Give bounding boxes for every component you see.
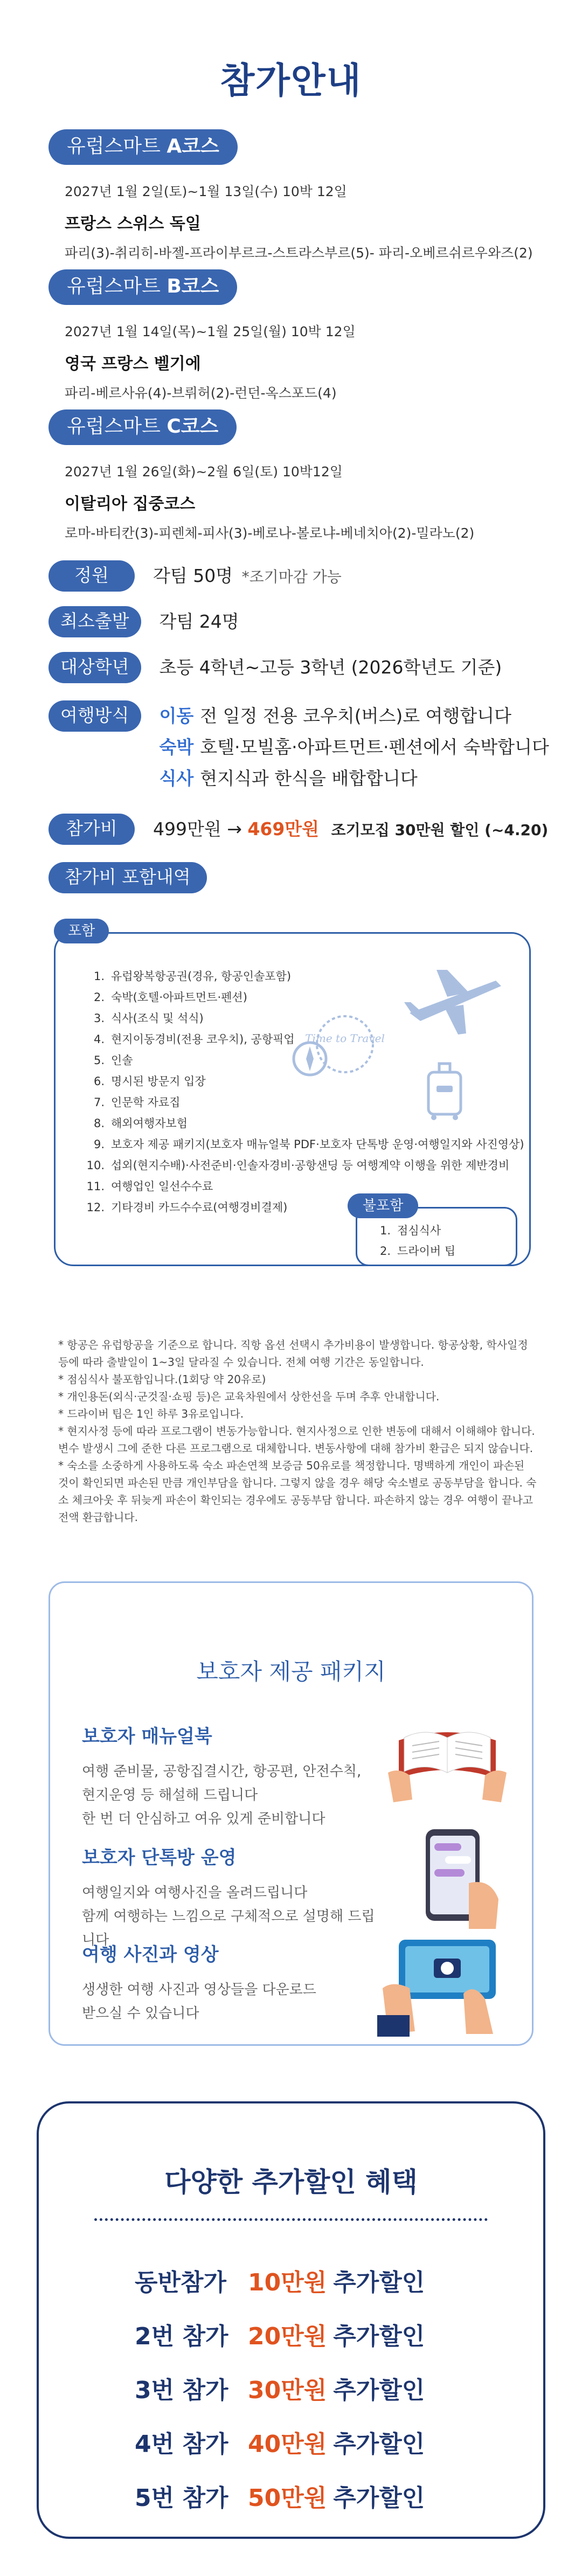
airplane-icon	[399, 964, 507, 1040]
capacity-note: *조기마감 가능	[241, 568, 342, 586]
course-name: 프랑스 스위스 독일	[65, 214, 201, 233]
travel-mode-row	[48, 700, 549, 794]
mode-line	[160, 763, 549, 794]
item-number: 12.	[86, 1201, 105, 1214]
fee-included-tag: 참가비 포함내역	[48, 862, 207, 893]
list-item	[86, 1113, 436, 1134]
item-number: 4.	[93, 1033, 105, 1046]
discount-row	[135, 2478, 469, 2513]
photo-camera-icon	[377, 1929, 512, 2037]
list-item	[380, 1220, 455, 1241]
item-number: 1.	[93, 970, 105, 983]
item-number: 6.	[93, 1075, 105, 1088]
guardian-item-heading: 보호자 단톡방 운영	[82, 1847, 237, 1869]
guardian-item-heading: 여행 사진과 영상	[82, 1944, 219, 1966]
fee-old: 499만원	[153, 818, 221, 839]
list-item	[86, 987, 436, 1008]
item-number: 2.	[380, 1245, 391, 1258]
capacity-row	[48, 560, 342, 593]
discount-suffix: 추가할인	[333, 2323, 425, 2350]
note-text: * 현지사정 등에 따라 프로그램이 변동가능합니다. 현지사정으로 인한 변동에 대해서 이해해야 합니다. 변수 발생시 그에 준한 다른 프로그램으로 대체합니다. 변동사항에 대해 참가비 환급은 되지 않습니다.	[58, 1425, 535, 1455]
discount-label: 동반참가	[135, 2269, 227, 2296]
min-depart-value: 각팀 24명	[159, 611, 239, 632]
course-c	[48, 409, 534, 542]
course-pill-prefix: 유럽스마트	[67, 415, 167, 438]
list-item	[86, 1155, 528, 1176]
capacity-value	[153, 560, 342, 593]
guardian-item-line: 한 번 더 안심하고 여유 있게 준비합니다	[82, 1811, 325, 1827]
item-text: 명시된 방문지 입장	[111, 1075, 206, 1088]
course-date: 2027년 1월 14일(목)~1월 25일(월) 10박 12일	[65, 324, 356, 339]
min-depart-row	[48, 606, 239, 637]
fee-new: 469만원	[247, 818, 320, 839]
fee-arrow-icon: →	[227, 818, 242, 839]
discount-label: 4번 참가	[135, 2431, 228, 2458]
course-route: 파리-베르사유(4)-브뤼허(2)-런던-옥스포드(4)	[65, 385, 337, 401]
grade-value: 초등 4학년~고등 3학년 (2026학년도 기준)	[159, 657, 502, 678]
mode-text: 현지식과 한식을 배합합니다	[200, 768, 418, 789]
item-text: 현지이동경비(전용 코우치), 공항픽업	[111, 1033, 295, 1046]
course-pill	[48, 409, 237, 445]
mode-line	[160, 700, 549, 732]
item-number: 11.	[86, 1180, 105, 1193]
course-pill-prefix: 유럽스마트	[67, 275, 167, 297]
item-text: 보호자 제공 패키지(보호자 매뉴얼북 PDF·보호자 단톡방 운영·여행일지와 사진영상)	[111, 1138, 524, 1151]
item-number: 1.	[380, 1224, 391, 1237]
mode-key: 이동	[159, 705, 194, 726]
discount-row	[135, 2263, 469, 2297]
mode-key: 식사	[159, 768, 194, 789]
include-list	[86, 966, 524, 1218]
exclude-tag: 불포함	[348, 1193, 418, 1218]
discount-row	[135, 2425, 469, 2459]
fee-value	[153, 814, 548, 846]
notes	[58, 1336, 538, 1526]
note-text: * 점심식사 불포함입니다.(1회당 약 20유로)	[58, 1373, 266, 1386]
exclude-list	[380, 1220, 455, 1261]
item-text: 인솔	[111, 1054, 133, 1067]
discount-label: 3번 참가	[135, 2377, 228, 2404]
fee-note: 조기모집 30만원 할인 (~4.20)	[331, 821, 549, 839]
list-item	[86, 1092, 436, 1113]
compass-icon	[291, 1040, 329, 1078]
discount-amount: 40만원	[248, 2431, 327, 2458]
item-text: 식사(조식 및 석식)	[111, 1012, 204, 1025]
item-number: 9.	[93, 1138, 105, 1151]
course-a	[48, 129, 534, 262]
suitcase-icon	[420, 1056, 469, 1121]
discount-suffix: 추가할인	[333, 2484, 425, 2512]
capacity-number: 각팀 50명	[153, 565, 233, 586]
list-item	[380, 1241, 455, 1261]
note-text: * 개인용돈(외식·군것질·쇼핑 등)은 교육차원에서 상한선을 두며 추후 안내합니다.	[58, 1390, 440, 1403]
guardian-item-heading: 보호자 매뉴얼북	[82, 1726, 212, 1747]
include-tag: 포함	[54, 919, 109, 943]
smartphone-icon	[415, 1824, 507, 1932]
min-depart-tag: 최소출발	[48, 606, 141, 637]
item-text: 기타경비 카드수수료(여행경비결제)	[111, 1201, 288, 1214]
guardian-item-manual	[82, 1721, 384, 1831]
course-pill-code: C코스	[167, 415, 219, 438]
grade-row	[48, 652, 502, 683]
note-text: * 항공은 유럽항공을 기준으로 합니다. 직항 옵션 선택시 추가비용이 발생합니다. 항공상황, 학사일정 등에 따라 출발일이 1~3일 달라질 수 있습니다. 전체 여행 기간은 동일합니다.	[58, 1338, 528, 1369]
item-number: 7.	[93, 1096, 105, 1109]
guardian-item-line: 받으실 수 있습니다	[82, 2005, 199, 2022]
travel-mode-list	[160, 700, 549, 794]
course-b	[48, 269, 534, 402]
item-text: 드라이버 팁	[397, 1245, 456, 1258]
course-date: 2027년 1월 2일(토)~1월 13일(수) 10박 12일	[65, 184, 347, 199]
discount-amount: 30만원	[248, 2377, 327, 2404]
discount-amount: 20만원	[248, 2323, 327, 2350]
item-number: 2.	[93, 991, 105, 1004]
item-text: 유럽왕복항공권(경유, 항공인솔포함)	[111, 970, 292, 983]
item-number: 8.	[93, 1117, 105, 1130]
mode-line	[160, 732, 549, 763]
discount-suffix: 추가할인	[333, 2377, 425, 2404]
grade-tag: 대상학년	[48, 652, 141, 683]
note-text: * 드라이버 팁은 1인 하루 3유로입니다.	[58, 1407, 244, 1420]
discount-row	[135, 2371, 469, 2405]
course-pill	[48, 269, 237, 305]
list-item	[86, 1134, 528, 1155]
item-number: 10.	[86, 1159, 105, 1172]
guardian-title: 보호자 제공 패키지	[196, 1658, 386, 1685]
discount-row	[135, 2317, 469, 2351]
mode-text: 전 일정 전용 코우치(버스)로 여행합니다	[200, 705, 512, 726]
guardian-item-photos	[82, 1940, 384, 2025]
fee-row	[48, 814, 548, 846]
capacity-tag: 정원	[48, 560, 135, 592]
course-route: 파리(3)-취리히-바젤-프라이부르크-스트라스부르(5)- 파리-오베르쉬르우와즈(2)	[65, 245, 533, 261]
item-number: 3.	[93, 1012, 105, 1025]
course-pill-code: B코스	[167, 275, 219, 297]
open-book-icon	[388, 1708, 507, 1805]
guardian-item-line: 여행일지와 여행사진을 올려드립니다	[82, 1885, 308, 1901]
dotted-divider	[94, 2218, 488, 2221]
discount-amount: 10만원	[248, 2269, 327, 2296]
guardian-item-line: 생생한 여행 사진과 영상들을 다운로드	[82, 1982, 316, 1998]
discount-label: 5번 참가	[135, 2484, 228, 2512]
item-text: 여행업인 일선수수료	[111, 1180, 213, 1193]
item-number: 5.	[93, 1054, 105, 1067]
course-route: 로마-바티칸(3)-피렌체-피사(3)-베로나-볼로냐-베네치아(2)-밀라노(2)	[65, 525, 475, 541]
course-pill-prefix: 유럽스마트	[67, 135, 167, 157]
page-title: 참가안내	[220, 60, 362, 101]
course-date: 2027년 1월 26일(화)~2월 6일(토) 10박12일	[65, 464, 343, 480]
item-text: 인문학 자료집	[111, 1096, 181, 1109]
mode-text: 호텔·모빌홈·아파트먼트·펜션에서 숙박합니다	[200, 737, 549, 758]
guardian-item-line: 현지운영 등 해설해 드립니다	[82, 1787, 258, 1803]
course-pill-code: A코스	[167, 135, 219, 157]
discount-amount: 50만원	[248, 2484, 327, 2512]
guardian-item-line: 여행 준비물, 공항집결시간, 항공편, 안전수칙,	[82, 1763, 362, 1780]
fee-tag: 참가비	[48, 814, 135, 845]
course-name: 이탈리아 집중코스	[65, 495, 196, 513]
item-text: 숙박(호텔·아파트먼트·펜션)	[111, 991, 247, 1004]
item-text: 섭외(현지수배)·사전준비·인솔자경비·공항샌딩 등 여행계약 이행을 위한 제반경비	[111, 1159, 510, 1172]
course-pill	[48, 129, 238, 165]
discount-label: 2번 참가	[135, 2323, 228, 2350]
discount-suffix: 추가할인	[333, 2431, 425, 2458]
discount-suffix: 추가할인	[333, 2269, 425, 2296]
list-item	[86, 966, 436, 987]
guardian-item-line: 함께 여행하는 느낌으로 구체적으로 설명해 드립니다	[82, 1908, 375, 1948]
travel-mode-tag: 여행방식	[48, 700, 141, 732]
course-name: 영국 프랑스 벨기에	[65, 355, 201, 373]
note-text: * 숙소를 소중하게 사용하도록 숙소 파손연책 보증금 50유로를 책정합니다. 명백하게 개인이 파손된 것이 확인되면 파손된 만큼 개인부담을 합니다. 그렇지 않을 경우 해당 숙소별로 공동부담을 합니다. 숙소 체크아웃 후 뒤늦게 파손이 확인되는 경우에도 공동부담 합니다. 파손하지 않는 경우 여행이 끝나고 전액 환급합니다.	[58, 1459, 537, 1524]
item-text: 점심식사	[397, 1224, 441, 1237]
item-text: 해외여행자보험	[111, 1117, 188, 1130]
guardian-item-chat	[82, 1843, 384, 1952]
stamp-text: Time to Travel	[305, 1032, 385, 1045]
mode-key: 숙박	[159, 737, 194, 758]
discount-title: 다양한 추가할인 혜택	[164, 2167, 418, 2198]
